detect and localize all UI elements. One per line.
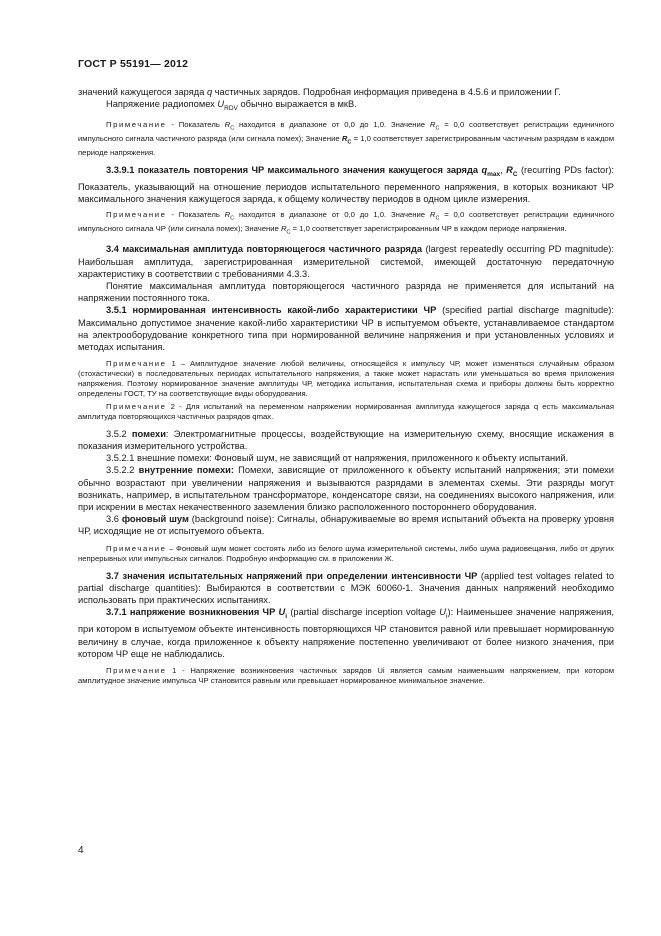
section-3-6: 3.6 фоновый шум (background noise): Сигналы, обнаруживаемые во время испытаний объекта на проверку уровня ЧР, исходящие не от испытуемого объекта. — [78, 514, 614, 537]
section-3-4-paragraph-2: Понятие максимальная амплитуда повторяющегося частичного разряда не применяется для испытаний на напряжении постоянного тока. — [78, 280, 614, 304]
section-3-5-2: 3.5.2 помехи: Электромагнитные процессы, воздействующие на измерительную схему, вносящие искажения в показания измерительного устройства. — [78, 428, 614, 451]
note-amplitude-2: Примечание 2 - Для испытаний на переменном напряжении нормированная амплитуда кажущегося заряда q есть максимальная амплитуда повторяющихся частичных разрядов qmax. — [78, 401, 614, 421]
section-3-5-2-2: 3.5.2.2 внутренние помехи: Помехи, зависящие от приложенного к объекту испытаний напряжения; эти помехи обычно возрастают при увеличении напряжения и вызываются разрядами в элементах схемы. Эти разряды могут возникать, например, в испытательном трансформаторе, конденсаторе связи, на соединениях высокого напряжения, или при искрении в местах некачественного заземления близко расположенного постороннего оборудования. — [78, 465, 615, 512]
page-number: 4 — [78, 845, 84, 856]
note-inception-voltage: Примечание 1 - Напряжение возникновения частичных зарядов Ui является самым наименьшим напряжением, при котором амплитудное значение импульса ЧР становится равным или превышает нормированное минимальное значение. — [78, 666, 614, 686]
note-rc-2: Примечание - Показатель $R_C$ находится в диапазоне от 0,0 до 1,0. Значение $R_C = 0,0$ соответствует регистрации единичного импульсного сигнала ЧР (или сигнала помех); Значение $R_C = 1,0$ соответствует зарегистрированным ЧР в каждом периоде напряжения. — [78, 210, 614, 236]
section-3-5-1: 3.5.1 нормированная интенсивность какой-либо характеристики ЧР (specified partial discharge magnitude): Максимально допустимое значение какой-либо характеристики ЧР в испытуемом объекте, устанавливаемое стандартом на электрооборудование конкретного типа при нормированной величине напряжения и при установленных условиях и методах испытания. — [78, 305, 614, 352]
page-body — [78, 86, 614, 686]
section-3-5-2-1: 3.5.2.1 внешние помехи: Фоновый шум, не зависящий от напряжения, приложенного к объекту испытаний. — [106, 453, 569, 464]
note-rc-1: Примечание - Показатель $R_C$ находится в диапазоне от 0,0 до 1,0. Значение $R_C = 0,0$ соответствует регистрации единичного импульсного сигнала частичного разряда (или сигнала помех); Значение $R_C = 1,0$ соответствует зарегистрированным частичным разрядам в каждом периоде напряжения. — [78, 120, 614, 157]
paragraph-radio-interference: Напряжение радиопомех $U_{RDV}$ обычно выражается в мкВ. — [106, 99, 357, 113]
section-3-7: 3.7 значения испытательных напряжений при определении интенсивности ЧР (applied test voltages related to partial discharge quantities): Выбираются в соответствии с МЭК 60060-1. Значения данных напряжений необходимо использовать при практических испытаниях. — [78, 570, 614, 606]
document-header — [78, 58, 188, 70]
section-3-4: 3.4 максимальная амплитуда повторяющегося частичного разряда (largest repeatedly occurring PD magnitude): Наибольшая амплитуда, зарегистрированная измерительной системой, имеющей достаточную передаточную характеристику в соответствии с требованиями 4.3.3. — [78, 244, 614, 279]
note-amplitude-1: Примечание 1 – Амплитудное значение любой величины, относящейся к импульсу ЧР, может изменяться случайным образом (стохастически) в последовательных периодах испытательного напряжения, а также может нарастать или уменьшаться во время приложения напряжения. Поэтому нормированное значение амплитуды ЧР, методика испытания, испытательная схема и приборы должны быть корректно определены ГОСТ, ТУ на соответствующие виды оборудования. — [78, 359, 614, 399]
section-3-7-1: 3.7.1 напряжение возникновения ЧР $U_i$ (partial discharge inception voltage $U_i$): Наименьшее значение напряжения, при котором в испытуемом объекте интенсивность повторяющихся ЧР становится равной или превышает нормированную величину в случае, когда приложенное к объекту напряжение постепенно увеличивают от более низкого значения, при котором ЧР еще не наблюдались. — [78, 607, 614, 659]
paragraph-continuation: значений кажущегося заряда q частичных зарядов. Подробная информация приведена в 4.5.6 и приложении Г. — [78, 87, 561, 97]
note-background-noise: Примечание – Фоновый шум может состоять либо из белого шума измерительной системы, либо шума радиовещания, либо от других непрерывных или импульсных сигналов. Подробную информацию см. в приложении Ж. — [78, 543, 614, 563]
document-title: ГОСТ Р 55191— 2012 — [78, 58, 189, 70]
section-3-3-9-1: 3.3.9.1 показатель повторения ЧР максимального значения кажущегося заряда $q_{max}$, $R_C$ (recurring PDs factor): Показатель, указывающий на отношение периодов испытательного переменного напряжения, в которых возникают ЧР максимального значения кажущегося заряда, к общему количеству периодов в одном цикле измерения. — [78, 164, 614, 204]
